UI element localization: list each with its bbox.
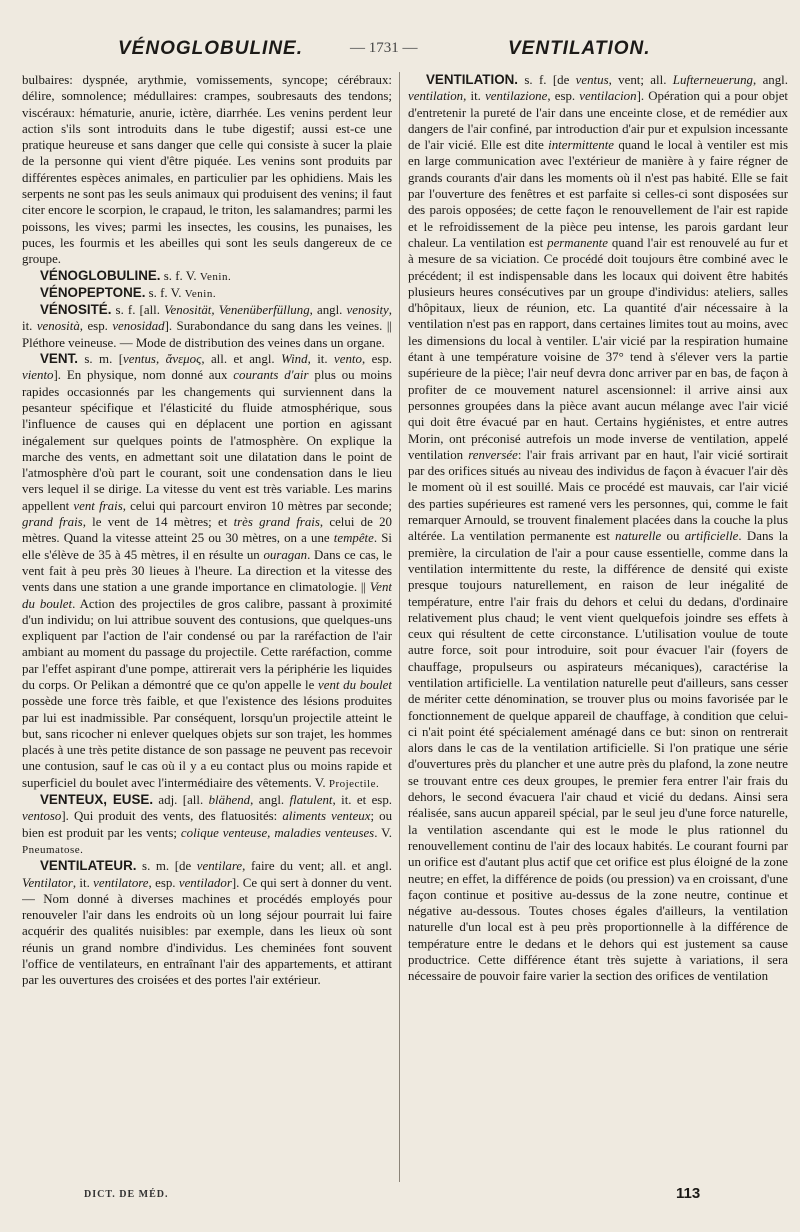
sheet-number: 113 <box>676 1185 701 1202</box>
signature-mark: DICT. DE MÉD. <box>84 1189 169 1200</box>
cross-reference: Venin. <box>184 287 217 300</box>
page-number-header: — 1731 — <box>350 40 418 56</box>
headword: VENTILATEUR. <box>40 858 137 874</box>
column-rule <box>399 72 400 1182</box>
header-first-entry: VÉNOGLOBULINE. <box>118 38 304 59</box>
headword: VÉNOSITÉ. <box>40 302 112 318</box>
entry-ventilation: VENTILATION. s. f. [de ventus, vent; all. Lufterneuerung, angl. ventilation, it. ventilazione, esp. ventilacion]. Opération qui a pour objet d'entretenir la pureté de l'air dans une enceinte close, et de remédier aux dangers de l'air confiné, par introduction d'air pur et expulsion incessante de l'air vicié. Elle est dite intermittente quand le local à ventiler est mis en large communication avec l'extérieur de manière à y faire régner de grands courants d'air dans les moments où il n'est pas habité. Elle se fait par l'ouverture des fenêtres et est parfaite si celles-ci sont disposées sur des parois opposées; de cette façon le renouvellement de l'air est rapide et le refroidissement de la pièce peu intense, les parois gardant leur chaleur. La ventilation est permanente quand l'air est renouvelé au fur et à mesure de sa viciation. Ce procédé doit toujours être combiné avec le précédent; il est indispensable dans les locaux qui doivent être habités plusieurs heures consécutives par un groupe d'individus: ateliers, salles d'hôpitaux, lieux de réunion, etc. La quantité d'air nécessaire à la ventilation n'est pas en rapport, dans certaines limites tout au moins, avec les dimensions du local à ventiler. L'air vicié par la respiration humaine étant à une température voisine de 37° tend à s'élever vers la partie supérieure de la pièce; l'air neuf devra donc arriver par en bas, de façon à profiter de ce mouvement naturel ascensionnel: il arrive ainsi aux personnes groupées dans la pièce avant aucun mélange avec l'air vicié qui doit être évacué par en haut. Certains hygiénistes, et entre autres Morin, ont préconisé autrefois un mode inverse de ventilation, appelé ventilation renversée: l'air frais arrivant par en haut, l'air vicié sortirait par des orifices situés au niveau des individus de façon à évacuer l'air dès le moment où il est souillé. Mais ce procédé est mauvais, car l'air vicié des parties supérieures est ramené vers les personnes, qui, comme le fait remarquer Arnould, se trouvent finalement placées dans la couche la plus altérée. La ventilation permanente est naturelle ou artificielle. Dans la première, la circulation de l'air a pour cause essentielle, comme dans la ventilation intermittente du reste, la différence de densité qui existe presque toujours naturellement, en raison de leur inégalité de température, entre l'air frais du dehors et celui du dedans, d'ordinaire relativement plus chaud; le vent vient quelquefois joindre ses effets à ceux qui résultent de cette circonstance. L'utilisation voulue de toute autre force, soit pour introduire, soit pour évacuer l'air (foyers de chauffage, propulseurs ou aspirateurs mécaniques), caractérise la ventilation artificielle. La ventilation naturelle peut d'ailleurs, sans cesser de mériter cette dénomination, se trouver plus ou moins favorisée par le fonctionnement de quelque appareil de chauffage, à condition que celui-ci n'ait point été spécialement aménagé dans ce but: sinon on rentrerait alors dans le cas de la ventilation artificielle. Si l'on pratique une série d'ouvertures près du plancher et une autre près du plafond, la zone neutre se trouvant entre ces deux groupes, le premier fera entrer l'air frais du dehors, le second évacuera l'air chaud et vicié du dedans. Ainsi sera réalisée, sans aucun appareil spécial, par le seul jeu d'une force naturelle, la ventilation ascendante qui est le mode le plus rationnel du renouvellement continu de l'air des locaux habités. Le courant fourni par un orifice est d'autant plus actif que cet orifice est plus éloigné de la zone neutre; en effet, la différence de poids (ou pression) va en croissant, d'une façon continue et positive au-dessus de la zone neutre, continue et négative au-dessous. Toutes choses égales d'ailleurs, la ventilation naturelle d'un local est à peu près proportionnelle à la différence de température entre le dedans et le dehors qui est justement sa cause productrice. Cette différence étant très sujette à variations, il sera nécessaire de pouvoir faire varier la section des orifices de ventilation <box>408 72 788 984</box>
entry-venopeptone: VÉNOPEPTONE. s. f. V. Venin. <box>40 284 217 300</box>
entry-vent: VENT. s. m. [ventus, ἄνεμος, all. et angl. Wind, it. vento, esp. viento]. En physique, nom donné aux courants d'air plus ou moins rapides occasionnés par les changements qui surviennent dans la pesanteur spécifique et l'élasticité du fluide atmosphérique, sous l'influence de causes qui en déplacent une portion en agissant inégalement sur quelques points de l'atmosphère. On explique la marche des vents, en admettant soit une dilatation dans le point de l'atmosphère d'où part le courant, soit une condensation dans le lieu vers lequel il se dirige. La vitesse du vent est très variable. Les marins appellent vent frais, celui qui parcourt environ 10 mètres par seconde; grand frais, le vent de 14 mètres; et très grand frais, celui de 20 mètres. Quand la vitesse atteint 25 ou 30 mètres, on a une tempête. Si elle s'élève de 35 à 45 mètres, il en résulte un ouragan. Dans ce cas, le vent fait à peu près 30 lieues à l'heure. La direction et la vitesse des vents dans une station a une grande importance en climatologie. || Vent du boulet. Action des projectiles de gros calibre, passant à proximité d'un individu; on lui attribue souvent des contusions, que quelques-uns expliquent par l'action de l'air condensé ou par la raréfaction de l'air ambiant au moment du passage du projectile. Cette raréfaction, comme par l'effet aspirant d'une pompe, attirerait vers la périphérie les liquides du corps. Or Pelikan a démontré que ce qu'on appelle le vent du boulet possède une force très faible, et que l'existence des lésions produites par lui est inadmissible. Par conséquent, lorsqu'un projectile atteint le but, sans ricocher ni enlever quelques objets sur son trajet, les hommes placés à une très petite distance de son passage ne peuvent pas recevoir une contusion, sauf le cas où il y a eu contact plus ou moins rapide et superficiel du boulet avec l'intermédiaire des vêtements. V. Projectile. <box>22 351 392 790</box>
right-column <box>408 72 788 1180</box>
entry-ventilateur: VENTILATEUR. s. m. [de ventilare, faire du vent; all. et angl. Ventilator, it. ventilatore, esp. ventilador]. Ce qui sert à donner du vent. — Nom donné à diverses machines et procédés employés pour renouveler l'air dans les endroits où un long séjour pourrait lui faire acquérir des qualités nuisibles: par exemple, dans les lieux où sont réunis un grand nombre d'individus. Les cheminées font souvent l'office de ventilateurs, en entraînant l'air des appartements, et attirant par les ouvertures des croisées et des portes l'air extérieur. <box>22 858 392 988</box>
headword: VÉNOPEPTONE. <box>40 284 146 300</box>
cross-reference: Venin. <box>199 270 232 283</box>
left-column <box>22 72 392 1180</box>
entry-venosite: VÉNOSITÉ. s. f. [all. Venosität, Venenüberfüllung, angl. venosity, it. venosità, esp. venosidad]. Surabondance du sang dans les veines. || Pléthore veineuse. — Mode de distribution des veines dans un organe. <box>22 302 392 350</box>
headword: VENT. <box>40 351 78 367</box>
cross-reference: Pneumatose. <box>22 843 84 856</box>
headword: VENTILATION. <box>426 72 518 87</box>
cross-reference: Projectile. <box>328 777 380 790</box>
headword: VENTEUX, EUSE. <box>40 792 154 808</box>
entry-venteux: VENTEUX, EUSE. adj. [all. blähend, angl. flatulent, it. et esp. ventoso]. Qui produit des vents, des flatuosités: aliments venteux; ou bien est produit par les vents; colique venteuse, maladies venteuses. V. Pneumatose. <box>22 792 392 856</box>
running-header <box>0 38 800 68</box>
entry-venoglobuline: VÉNOGLOBULINE. s. f. V. Venin. <box>40 267 232 283</box>
header-last-entry: VENTILATION. <box>508 38 651 59</box>
headword: VÉNOGLOBULINE. <box>40 267 161 283</box>
venin-continuation: bulbaires: dyspnée, arythmie, vomissements, syncope; cérébraux: délire, somnolence; médullaires: crampes, soubresauts des tendons; viscéraux: hématurie, anurie, ictère, diarrhée. Les venins perdent leur action s'ils sont introduits dans le tube digestif; aussi est-ce une pratique heureuse et sans danger que celle qui consiste à sucer la plaie de la personne qui vient d'être piquée. Les venins sont produits par différentes espèces animales, en particulier par les ophidiens. Mais les serpents ne sont pas les seuls animaux qui produisent des venins; il faut citer encore le scorpion, le crapaud, le triton, les salamandres; parmi les poissons, les vives; parmi les insectes, les cousins, les punaises, les puces, les fourmis et les abeilles qui sont les seuls dangereux de ce groupe. <box>22 73 392 267</box>
